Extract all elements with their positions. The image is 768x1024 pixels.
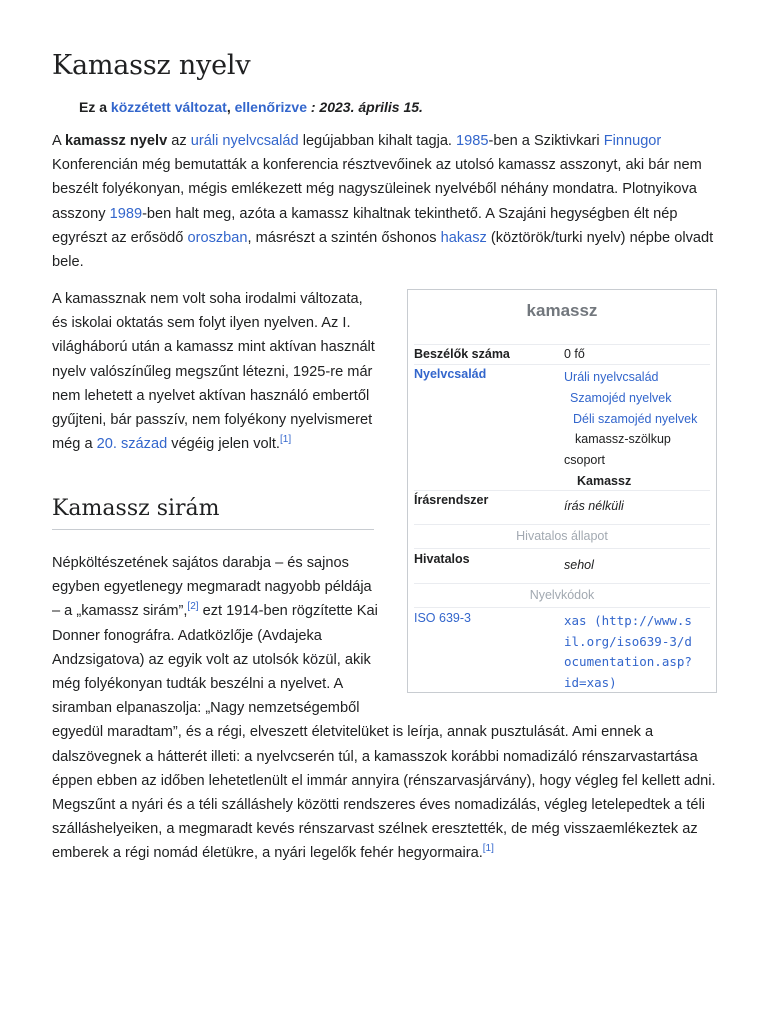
link-1989[interactable]: 1989 — [109, 205, 143, 222]
reference-1b[interactable]: [1] — [482, 843, 494, 855]
text: Konferencián még bemutatták a konferencia résztvevőinek az utolsó kamassz asszonyt, aki bár nem beszélt folyékonyan, mégis emlékezett még nagyszüleinek nyelvéből néhány mondatra. Plotnyikova asszony — [52, 157, 702, 222]
reference-2[interactable]: [2] — [187, 601, 199, 613]
infobox-title: kamassz — [526, 301, 598, 320]
official-value: sehol — [564, 558, 594, 572]
family-south-samoyed-link[interactable]: Déli szamojéd nyelvek — [573, 411, 698, 426]
family-tree — [564, 367, 710, 492]
family-kamassz: Kamassz — [577, 473, 632, 488]
family-label-link[interactable]: Nyelvcsalád — [414, 367, 487, 381]
family-group: csoport — [564, 453, 605, 468]
published-version-link[interactable]: közzétett változat — [110, 99, 227, 115]
writing-value: írás nélküli — [564, 499, 624, 513]
text: -ben halt meg, azóta a kamassz kihaltnak tekinthető. A Szajáni hegységben élt nép egyrészt az erősödő — [52, 205, 678, 246]
link-finnugor[interactable]: Finnugor — [603, 133, 662, 149]
notice-date: : 2023. április 15. — [310, 99, 423, 115]
text: A — [52, 133, 65, 149]
iso-639-3-link[interactable]: ISO 639-3 — [414, 611, 471, 625]
divider — [414, 344, 710, 345]
iso-line: xas (http://www.s — [564, 613, 692, 628]
text: (köztörök/turki nyelv) népbe olvadt bele. — [52, 229, 714, 271]
text: az — [167, 133, 191, 149]
divider — [414, 583, 710, 584]
divider — [414, 524, 710, 525]
family-samoyed-link[interactable]: Szamojéd nyelvek — [570, 390, 672, 405]
checked-link[interactable]: ellenőrizve — [234, 99, 307, 115]
official-status-header: Hivatalos állapot — [516, 529, 608, 543]
language-codes-header: Nyelvkódok — [529, 588, 595, 602]
iso-line: ocumentation.asp? — [564, 654, 692, 669]
divider — [414, 364, 710, 365]
official-label: Hivatalos — [414, 552, 470, 566]
literary-paragraph — [52, 287, 377, 456]
text: legújabban kihalt tagja. — [298, 133, 457, 149]
intro-paragraph — [52, 129, 718, 274]
iso-line: id=xas) — [564, 674, 617, 690]
lemma-bold: kamassz nyelv — [64, 133, 168, 149]
family-kamassz-selkup: kamassz-szölkup — [575, 432, 671, 447]
speakers-value: 0 fő — [564, 347, 585, 361]
text: A kamassznak nem volt soha irodalmi változata, és iskolai oktatás sem folyt ilyen nyelven. Az I. világháború után a kamassz mint aktívan használt nyelv valószínűleg megszűnt létezni, 1925-re már nem lehetett a nyelvet aktívan használó embertől gyűjteni, bár passzív, nem folyékony nyelvismeret még a — [52, 291, 375, 453]
notice-comma: , — [226, 99, 235, 115]
family-uralic-link[interactable]: Uráli nyelvcsalád — [564, 370, 659, 384]
divider — [414, 548, 710, 549]
language-infobox — [407, 289, 717, 693]
speakers-label: Beszélők száma — [414, 347, 510, 361]
divider — [414, 607, 710, 608]
text: végéig jelen volt. — [167, 436, 280, 453]
iso-code-link[interactable] — [564, 611, 710, 693]
link-uralic-family[interactable]: uráli nyelvcsalád — [190, 133, 299, 149]
text: ezt 1914-ben rögzítette Kai Donner fonográfra. Adatközlője (Avdajeka Andzsigatova) az egyik volt az utolsók közül, akik még folyékonyan tudták beszélni a nyelvet. A siramban elpanaszolja: „Nagy nemzetségemből egyedül maradtam”, és a régi, elveszett életvitelüket is leírja, annak pusztulását. Ami ennek a dalszövegnek a hátterét illeti: a nyelvcserén túl, a kamasszok korábbi nomadizáló rénszarvastartása éppen ebben az időben lehetetlenült el immár annyira (rénszarvasjárvány), hogy végleg fel kellett adni. Megszűnt a nyári és a téli szálláshely közötti rendszeres éves nomadizálás, végleg letelepedtek a téli szálláshelyeiken, a megmaradt kevés rénszarvast szélnek eresztették, de még visszaemlékeztek az emberek a régi nomád életükre, a nyári legelők fehér hegyormaira. — [52, 603, 716, 862]
writing-label: Írásrendszer — [414, 493, 489, 507]
divider — [414, 490, 710, 491]
text: -ben a Sziktivkari — [488, 133, 604, 149]
page-title: Kamassz nyelv — [52, 50, 251, 81]
notice-prefix: Ez a — [79, 99, 111, 115]
link-1985[interactable]: 1985 — [456, 133, 489, 149]
reference-1[interactable]: [1] — [280, 434, 292, 446]
section-heading: Kamassz sirám — [52, 496, 374, 530]
link-russian[interactable]: oroszban — [187, 229, 248, 246]
text: Népköltészetének sajátos darabja – és sajnos egyben egyetlenegy megmaradt nagyobb példája – a „kamassz sirám”, — [52, 555, 372, 620]
link-khakas[interactable]: hakasz — [440, 229, 487, 246]
link-20th-century[interactable]: 20. század — [96, 436, 168, 453]
text: , másrészt a szintén őshonos — [247, 229, 441, 246]
iso-line: il.org/iso639-3/d — [564, 633, 692, 649]
revision-notice — [79, 99, 423, 115]
